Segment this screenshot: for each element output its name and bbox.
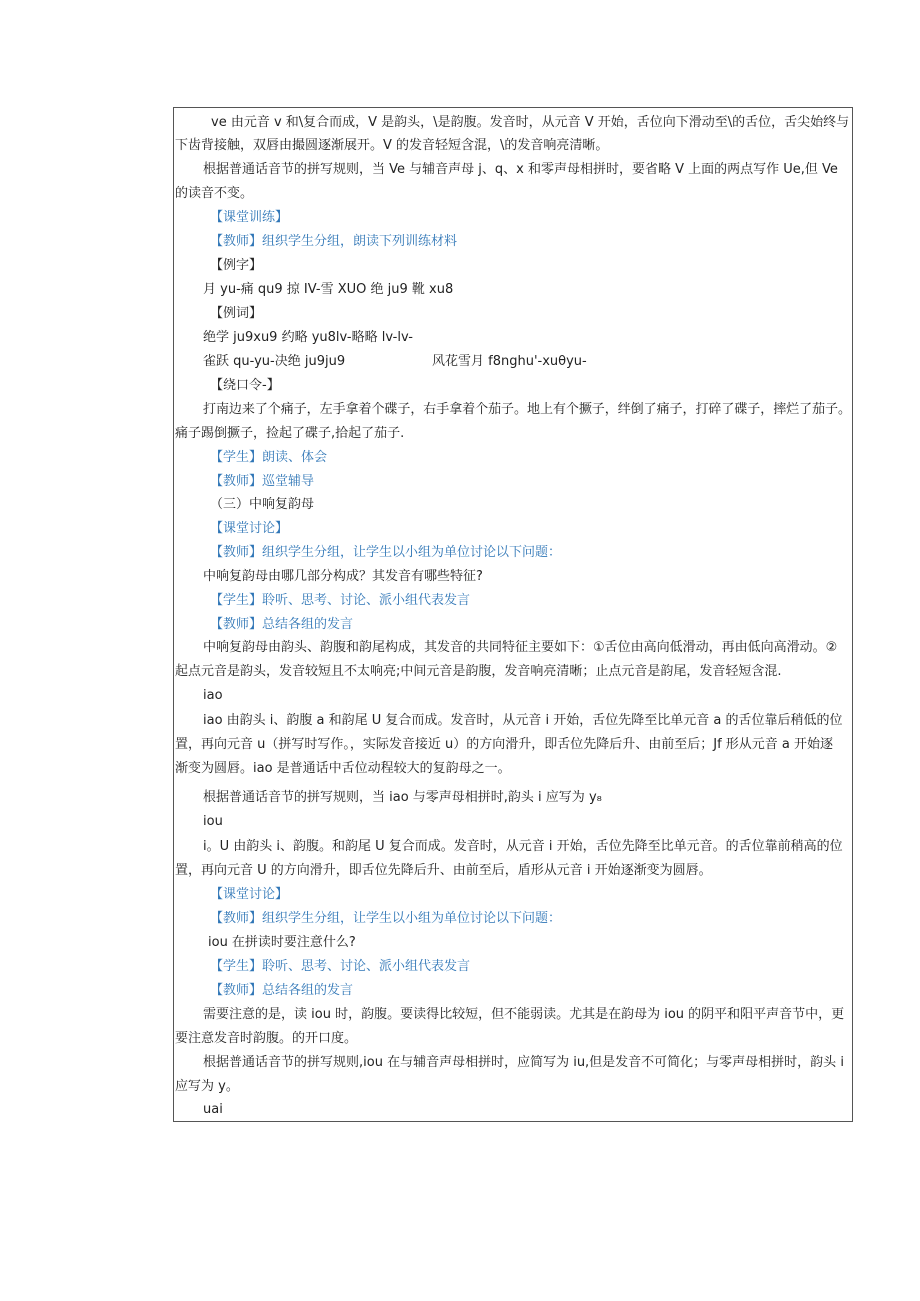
teacher-note: 【教师】总结各组的发言 (210, 617, 354, 632)
text-line: 应写为 y。 (175, 1079, 239, 1094)
text-line: iou 在拼读时要注意什么? (208, 935, 356, 950)
text-line: i。U 由韵头 i、韵腹。和韵尾 U 复合而成。发音时，从元音 i 开始，舌位先降至比单元音。的舌位靠前稍高的位 (203, 839, 843, 854)
text-line: iao 由韵头 i、韵腹 a 和韵尾 U 复合而成。发音时，从元音 i 开始，舌位先降至比单元音 a 的舌位靠后稍低的位 (203, 713, 843, 728)
section-label-example-words: 【例词】 (210, 306, 263, 321)
section-label-classroom-training: 【课堂训练】 (210, 210, 289, 225)
text-line: 根据普通话音节的拼写规则，当 Ve 与辅音声母 j、q、x 和零声母相拼时，要省略 V 上面的两点写作 Ue,但 Ve (203, 162, 838, 177)
text-line: 绝学 ju9xu9 约略 yu8lv-略略 lv-lv- (203, 330, 413, 345)
section-label-example-chars: 【例字】 (210, 258, 263, 273)
teacher-note: 【教师】组织学生分组，让学生以小组为单位讨论以下问题： (210, 911, 562, 926)
section-heading: （三）中响复韵母 (210, 497, 315, 512)
text-line: 月 yu-痛 qu9 掠 IV-雪 XUO 绝 ju9 靴 xu8 (203, 282, 454, 297)
text-line: 的读音不变。 (175, 186, 254, 201)
subheading-iou: iou (203, 814, 223, 829)
text-line: 需要注意的是，读 iou 时，韵腹。要读得比较短，但不能弱读。尤其是在韵母为 iou 的阴平和阳平声音节中，更 (203, 1007, 845, 1022)
teacher-note: 【教师】巡堂辅导 (210, 474, 315, 489)
text-line: 根据普通话音节的拼写规则,iou 在与辅音声母相拼时，应简写为 iu,但是发音不可简化；与零声母相拼时，韵头 i (203, 1055, 844, 1070)
teacher-note: 【教师】组织学生分组，朗读下列训练材料 (210, 234, 458, 249)
text-line: 雀跃 qu-yu-决绝 ju9ju9 (203, 354, 346, 369)
teacher-note: 【教师】组织学生分组，让学生以小组为单位讨论以下问题： (210, 545, 562, 560)
subheading-uai: uai (203, 1102, 223, 1117)
section-label-discussion: 【课堂讨论】 (210, 887, 289, 902)
text-line: 渐变为圆唇。iao 是普通话中舌位动程较大的复韵母之一。 (175, 761, 511, 776)
text-line: 置，再向元音 u（拼写时写作。，实际发音接近 u）的方向滑升，即舌位先降后升、由前至后；Jf 形从元音 a 开始逐 (175, 737, 834, 752)
section-label-discussion: 【课堂讨论】 (210, 521, 289, 536)
text-line: ve 由元音 v 和\复合而成，V 是韵头，\是韵腹。发音时，从元音 V 开始，舌位向下滑动至\的舌位，舌尖始终与 (211, 115, 850, 130)
section-label-tongue-twister: 【绕口令-】 (210, 378, 280, 393)
text-line: 起点元音是韵头，发音较短且不太响亮;中间元音是韵腹，发音响亮清晰；止点元音是韵尾，发音轻短含混. (175, 664, 782, 679)
text-line: 打南边来了个痛子，左手拿着个碟子，右手拿着个茄子。地上有个撅子，绊倒了痛子，打碎了碟子，摔烂了茄子。 (203, 402, 851, 417)
student-note: 【学生】朗读、体会 (210, 450, 328, 465)
text-line: 中响复韵母由韵头、韵腹和韵尾构成，其发音的共同特征主要如下：①舌位由高向低滑动，再由低向高滑动。② (203, 640, 838, 655)
text-line: 下齿背接触，双唇由撮圆逐渐展开。V 的发音轻短含混，\的发音响亮清晰。 (175, 138, 609, 153)
text-line: 中响复韵母由哪几部分构成？其发音有哪些特征? (203, 569, 483, 584)
student-note: 【学生】聆听、思考、讨论、派小组代表发言 (210, 959, 471, 974)
text-line: 要注意发音时韵腹。的开口度。 (175, 1031, 358, 1046)
text-line: 风花雪月 f8nghu'-xuθyu- (432, 354, 587, 369)
subheading-iao: iao (203, 688, 223, 703)
text-line: 置，再向元音 U 的方向滑升，即舌位先降后升、由前至后，盾形从元音 i 开始逐渐变为圆唇。 (175, 863, 712, 878)
text-line: 根据普通话音节的拼写规则，当 iao 与零声母相拼时,韵头 i 应写为 y₈ (203, 790, 602, 805)
student-note: 【学生】聆听、思考、讨论、派小组代表发言 (210, 593, 471, 608)
teacher-note: 【教师】总结各组的发言 (210, 983, 354, 998)
text-line: 痛子踢倒撅子，捡起了碟子,拾起了茄子. (175, 426, 405, 441)
